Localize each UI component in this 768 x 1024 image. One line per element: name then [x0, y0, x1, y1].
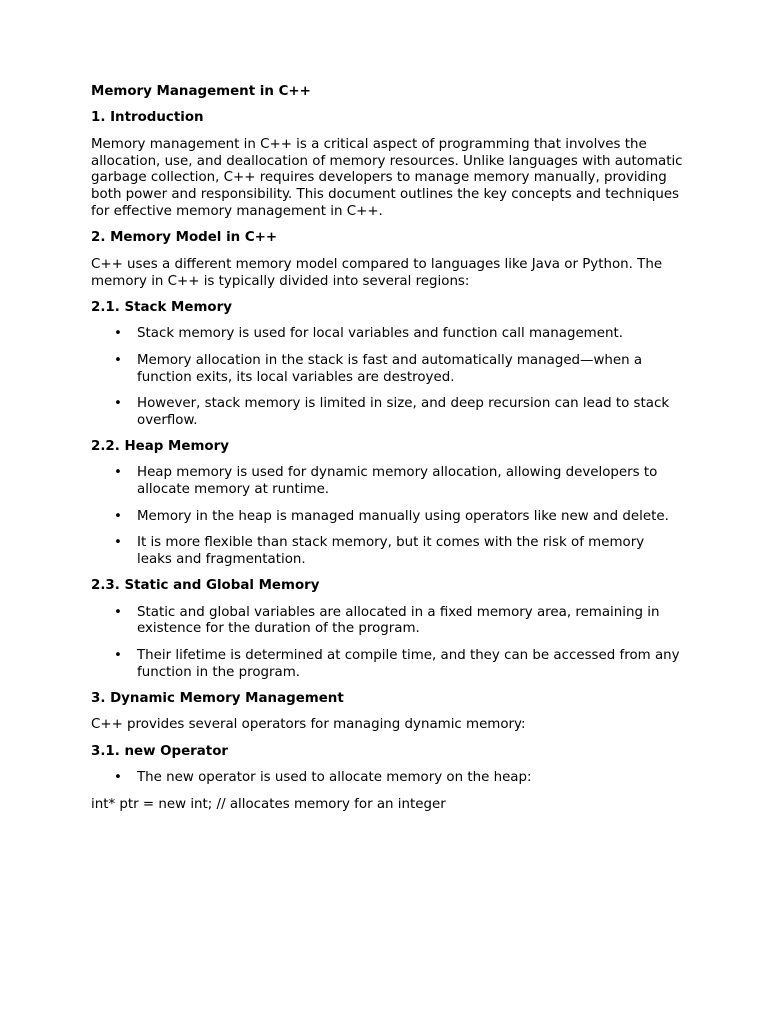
- list-item: [91, 326, 683, 343]
- bullet-icon: •: [114, 604, 122, 620]
- heading-heap-memory: 2.2. Heap Memory: [91, 439, 229, 455]
- bullet-icon: •: [114, 352, 122, 368]
- code-line-new-int: int* ptr = new int; // allocates memory for an integer: [91, 796, 446, 812]
- bullet-icon: •: [114, 395, 122, 411]
- list-item-text: The new operator is used to allocate memory on the heap:: [137, 770, 532, 786]
- bullet-icon: •: [114, 326, 122, 342]
- list-item-text: Memory in the heap is managed manually using operators like new and delete.: [137, 508, 669, 524]
- list-item-text: Their lifetime is determined at compile time, and they can be accessed from any function in the program.: [137, 647, 680, 680]
- list-item-text: Static and global variables are allocated in a fixed memory area, remaining in existence for the duration of the program.: [137, 604, 660, 637]
- list-item: [91, 465, 683, 499]
- list-new-operator: [91, 770, 683, 787]
- list-static-global-memory: [91, 605, 683, 682]
- paragraph-dynamic-memory-management: C++ provides several operators for managing dynamic memory:: [91, 717, 526, 733]
- bullet-icon: •: [114, 647, 122, 663]
- bullet-icon: •: [114, 508, 122, 524]
- paragraph-memory-model: C++ uses a different memory model compared to languages like Java or Python. The memory in C++ is typically divided into several regions:: [91, 256, 663, 289]
- heading-introduction: 1. Introduction: [91, 110, 204, 126]
- document-body: [91, 84, 683, 813]
- list-item: [91, 648, 683, 682]
- heading-new-operator: 3.1. new Operator: [91, 743, 229, 759]
- bullet-icon: •: [114, 465, 122, 481]
- list-item-text: Stack memory is used for local variables and function call management.: [137, 326, 623, 342]
- heading-static-global-memory: 2.3. Static and Global Memory: [91, 578, 320, 594]
- list-item: [91, 353, 683, 387]
- document-title: Memory Management in C++: [91, 84, 311, 99]
- list-item: [91, 509, 683, 526]
- bullet-icon: •: [114, 770, 122, 786]
- list-item: [91, 535, 683, 569]
- list-item: [91, 605, 683, 639]
- list-stack-memory: [91, 326, 683, 429]
- heading-dynamic-memory-management: 3. Dynamic Memory Management: [91, 691, 344, 707]
- list-item: [91, 396, 683, 430]
- bullet-icon: •: [114, 535, 122, 551]
- heading-memory-model: 2. Memory Model in C++: [91, 230, 278, 246]
- list-heap-memory: [91, 465, 683, 568]
- list-item-text: Heap memory is used for dynamic memory allocation, allowing developers to allocate memory at runtime.: [137, 465, 658, 498]
- list-item-text: Memory allocation in the stack is fast and automatically managed—when a function exits, its local variables are destroyed.: [137, 352, 643, 385]
- paragraph-introduction: Memory management in C++ is a critical aspect of programming that involves the allocation, use, and deallocation of memory resources. Unlike languages with automatic garbage collection, C++ requires developers to manage memory manually, providing both power and responsibility. This document outlines the key concepts and techniques for effective memory management in C++.: [91, 136, 683, 219]
- list-item-text: However, stack memory is limited in size, and deep recursion can lead to stack overflow.: [137, 395, 670, 428]
- list-item: [91, 770, 683, 787]
- heading-stack-memory: 2.1. Stack Memory: [91, 299, 232, 315]
- list-item-text: It is more flexible than stack memory, but it comes with the risk of memory leaks and fragmentation.: [137, 535, 645, 567]
